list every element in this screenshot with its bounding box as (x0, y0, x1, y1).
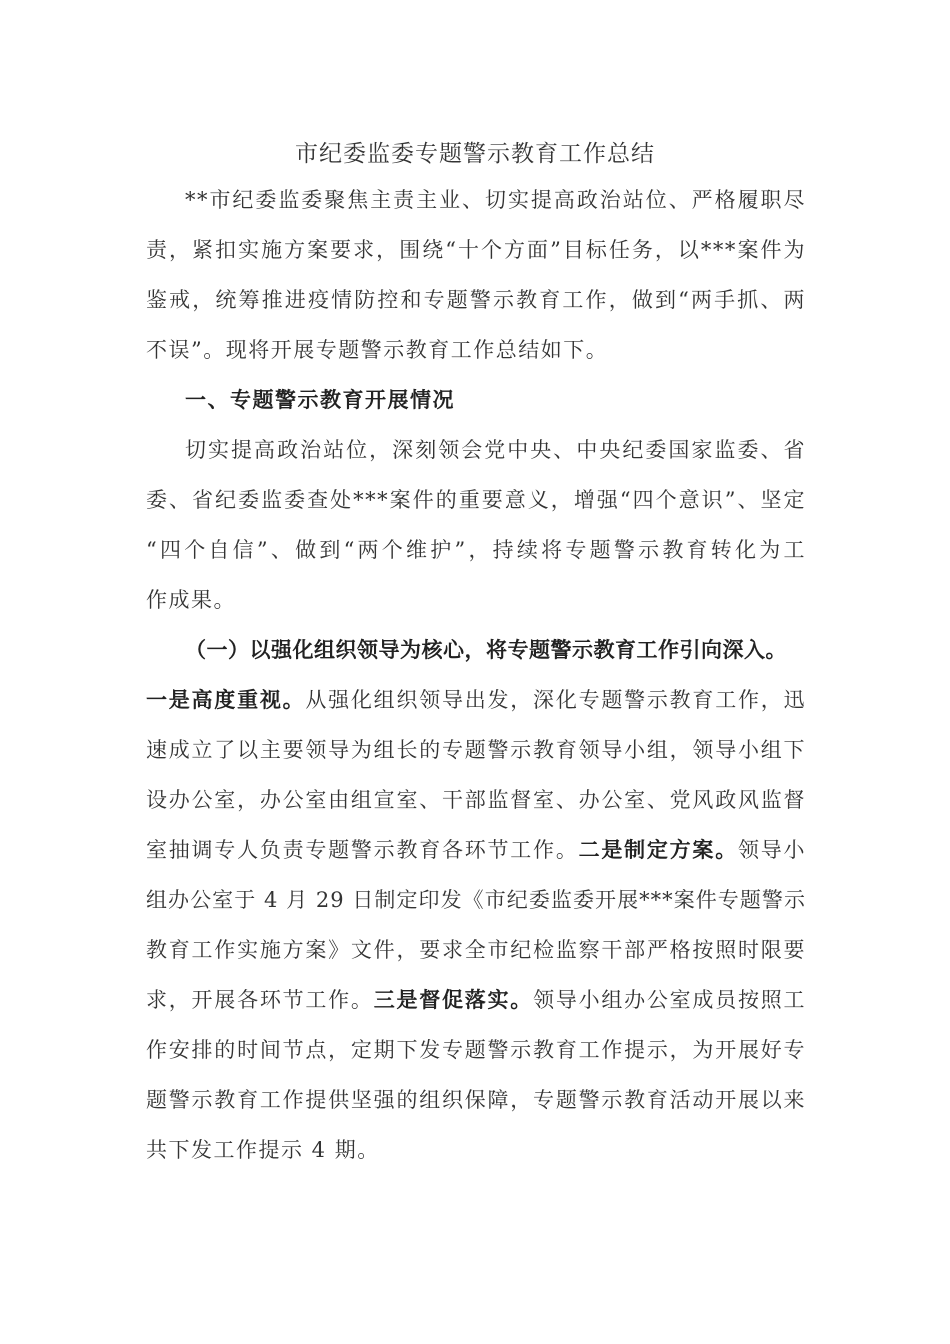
text-segment: 领导小组办公室成员按照工 (533, 988, 807, 1012)
body-line (146, 330, 806, 370)
text-segment: 委、省纪委监委查处***案件的重要意义，增强“四个意识”、坚定 (146, 488, 806, 512)
text-segment: 二是制定方案。 (578, 837, 738, 862)
body-line (146, 930, 806, 970)
text-segment: 一、专题警示教育开展情况 (185, 387, 455, 412)
text-segment: 鉴戒，统筹推进疫情防控和专题警示教育工作，做到“两手抓、两 (146, 288, 806, 312)
body-line (146, 980, 806, 1020)
text-segment: 速成立了以主要领导为组长的专题警示教育领导小组，领导小组下 (146, 738, 806, 762)
text-segment: 领导小 (737, 838, 807, 862)
body-line (146, 580, 806, 620)
text-segment: 责，紧扣实施方案要求，围绕“十个方面”目标任务，以***案件为 (146, 238, 806, 262)
text-segment: **市纪委监委聚焦主责主业、切实提高政治站位、严格履职尽 (185, 188, 806, 212)
body-line (146, 830, 806, 870)
body-line (146, 730, 806, 770)
text-segment: 切实提高政治站位，深刻领会党中央、中央纪委国家监委、省 (185, 438, 806, 462)
body-line (146, 780, 806, 820)
text-segment: 教育工作实施方案》文件，要求全市纪检监察干部严格按照时限要 (146, 938, 806, 962)
text-segment: 题警示教育工作提供坚强的组织保障，专题警示教育活动开展以来 (146, 1088, 806, 1112)
text-segment: 设办公室，办公室由组宣室、干部监督室、办公室、党风政风监督 (146, 788, 806, 812)
body-line (146, 1080, 806, 1120)
text-segment: 三是督促落实。 (373, 987, 534, 1012)
section-heading (185, 380, 806, 420)
body-line (146, 230, 806, 270)
body-line (185, 430, 806, 470)
body-line (146, 480, 806, 520)
text-segment: 求，开展各环节工作。 (146, 988, 374, 1012)
text-segment: 共下发工作提示 4 期。 (146, 1138, 380, 1162)
document-title: 市纪委监委专题警示教育工作总结 (295, 141, 655, 167)
text-segment: 作成果。 (146, 588, 236, 612)
subsection-heading (185, 630, 806, 670)
body-line (185, 180, 806, 220)
text-segment: 不误”。现将开展专题警示教育工作总结如下。 (146, 338, 609, 362)
text-segment: “四个自信”、做到“两个维护”，持续将专题警示教育转化为工 (146, 538, 806, 562)
body-line (146, 530, 806, 570)
text-segment: （一）以强化组织领导为核心，将专题警示教育工作引向深入。 (185, 637, 787, 662)
text-segment: 组办公室于 4 月 29 日制定印发《市纪委监委开展***案件专题警示 (146, 888, 806, 912)
body-line (146, 1030, 806, 1070)
text-segment: 作安排的时间节点，定期下发专题警示教育工作提示，为开展好专 (146, 1038, 806, 1062)
text-segment: 从强化组织领导出发，深化专题警示教育工作，迅 (305, 688, 806, 712)
body-line (146, 880, 806, 920)
body-line (146, 280, 806, 320)
body-line (146, 1130, 806, 1170)
text-segment: 一是高度重视。 (146, 687, 306, 712)
text-segment: 室抽调专人负责专题警示教育各环节工作。 (146, 838, 579, 862)
body-line (146, 680, 806, 720)
